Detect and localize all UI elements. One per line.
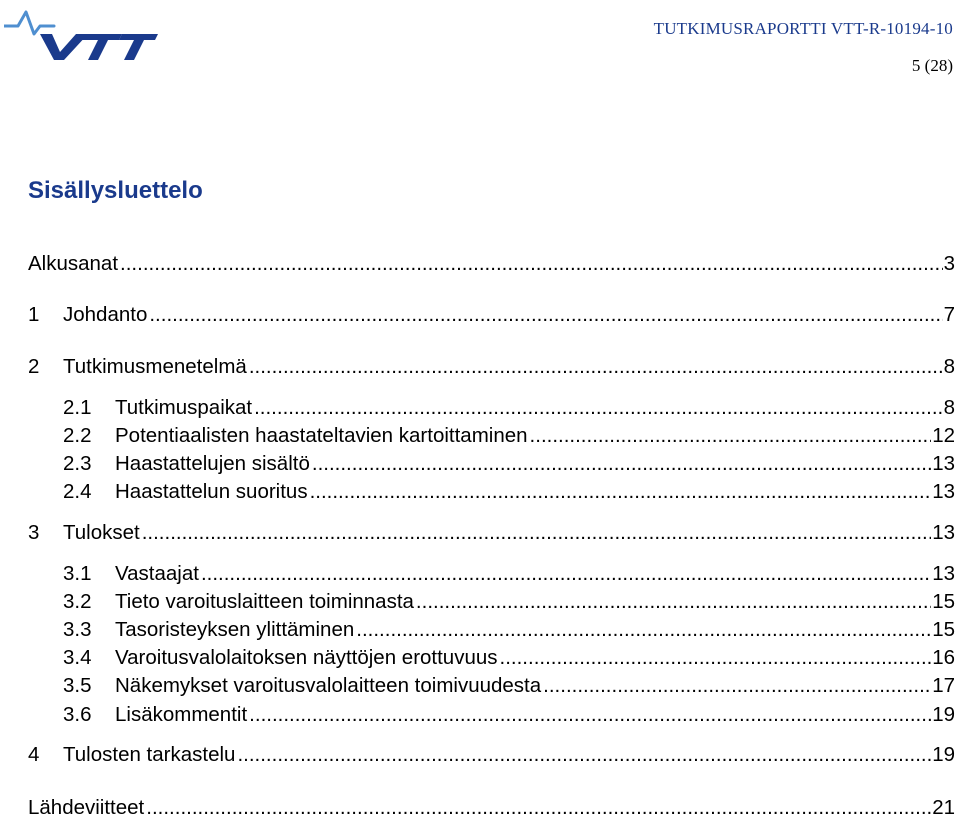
toc-entry[interactable] — [63, 421, 955, 449]
dot-leader — [312, 451, 931, 477]
dot-leader — [530, 423, 932, 449]
toc-entry-page: 7 — [943, 303, 955, 326]
toc-title: Sisällysluettelo — [28, 177, 203, 204]
dot-leader — [249, 354, 943, 380]
toc-entry[interactable] — [63, 559, 955, 587]
toc-entry-label: Lisäkommentit — [115, 703, 248, 726]
dot-leader — [356, 617, 931, 643]
toc-entry[interactable] — [28, 300, 955, 328]
toc-entry-page: 16 — [932, 646, 955, 669]
toc-entry-number: 3.4 — [63, 646, 92, 669]
toc-entry[interactable] — [63, 671, 955, 699]
dot-leader — [120, 251, 943, 277]
dot-leader — [310, 479, 932, 505]
toc-entry-number: 3 — [28, 521, 40, 544]
logo-swoosh-icon — [4, 12, 54, 34]
toc-entry-page: 15 — [932, 590, 955, 613]
toc-entry-number: 3.1 — [63, 562, 92, 585]
toc-entry-number: 1 — [28, 303, 40, 326]
toc-entry-number: 3.5 — [63, 674, 92, 697]
page-number: 5 (28) — [911, 56, 953, 75]
dot-leader — [142, 520, 931, 546]
toc-entry[interactable] — [28, 793, 955, 821]
toc-entry-number: 4 — [28, 743, 40, 766]
toc-entry-number: 2.4 — [63, 480, 92, 503]
toc-entry-number: 2 — [28, 355, 40, 378]
dot-leader — [201, 561, 931, 587]
toc-entry-label: Tulosten tarkastelu — [63, 743, 236, 766]
toc-entry-page: 21 — [932, 796, 955, 819]
toc-entry-number: 2.2 — [63, 424, 92, 447]
toc-entry-number: 2.1 — [63, 396, 92, 419]
toc-entry-label: Tieto varoituslaitteen toiminnasta — [115, 590, 414, 613]
toc-entry[interactable] — [63, 700, 955, 728]
toc-entry-label: Varoitusvalolaitoksen näyttöjen erottuvuus — [115, 646, 498, 669]
toc-entry-label: Lähdeviitteet — [28, 796, 145, 819]
toc-entry-page: 3 — [943, 252, 955, 275]
dot-leader — [249, 702, 931, 728]
toc-entry[interactable] — [63, 587, 955, 615]
toc-entry-number: 3.3 — [63, 618, 92, 641]
toc-entry-label: Alkusanat — [28, 252, 119, 275]
toc-entry[interactable] — [28, 740, 955, 768]
toc-entry-page: 19 — [932, 743, 955, 766]
toc-entry-number: 3.2 — [63, 590, 92, 613]
toc-entry-page: 8 — [943, 355, 955, 378]
dot-leader — [543, 673, 931, 699]
toc-entry-page: 15 — [932, 618, 955, 641]
toc-entry-label: Tutkimuspaikat — [115, 396, 253, 419]
toc-entry-label: Tulokset — [63, 521, 140, 544]
toc-entry-page: 13 — [932, 452, 955, 475]
toc-entry-page: 17 — [932, 674, 955, 697]
dot-leader — [146, 795, 931, 821]
toc-entry-label: Tutkimusmenetelmä — [63, 355, 247, 378]
toc-entry-number: 3.6 — [63, 703, 92, 726]
toc-entry-label: Potentiaalisten haastateltavien kartoittaminen — [115, 424, 528, 447]
toc-entry[interactable] — [63, 615, 955, 643]
toc-entry-label: Haastattelujen sisältö — [115, 452, 310, 475]
toc-entry[interactable] — [63, 477, 955, 505]
toc-entry-number: 2.3 — [63, 452, 92, 475]
toc-entry[interactable] — [28, 249, 955, 277]
toc-entry-page: 13 — [932, 480, 955, 503]
toc-entry[interactable] — [28, 518, 955, 546]
dot-leader — [500, 645, 932, 671]
report-id: TUTKIMUSRAPORTTI VTT-R-10194-10 — [653, 19, 953, 38]
toc-entry-page: 13 — [932, 521, 955, 544]
toc-entry[interactable] — [28, 352, 955, 380]
toc-entry-page: 13 — [932, 562, 955, 585]
dot-leader — [149, 302, 942, 328]
toc-entry-label: Haastattelun suoritus — [115, 480, 308, 503]
toc-entry[interactable] — [63, 449, 955, 477]
toc-entry[interactable] — [63, 393, 955, 421]
toc-entry-label: Johdanto — [63, 303, 148, 326]
vtt-logo — [4, 4, 158, 62]
toc-entry-label: Tasoristeyksen ylittäminen — [115, 618, 355, 641]
toc-entry-label: Näkemykset varoitusvalolaitteen toimivuudesta — [115, 674, 542, 697]
toc-entry[interactable] — [63, 643, 955, 671]
dot-leader — [416, 589, 931, 615]
toc-entry-page: 8 — [943, 396, 955, 419]
dot-leader — [254, 395, 943, 421]
dot-leader — [237, 742, 931, 768]
toc-entry-page: 19 — [932, 703, 955, 726]
toc-entry-page: 12 — [932, 424, 955, 447]
toc-entry-label: Vastaajat — [115, 562, 199, 585]
